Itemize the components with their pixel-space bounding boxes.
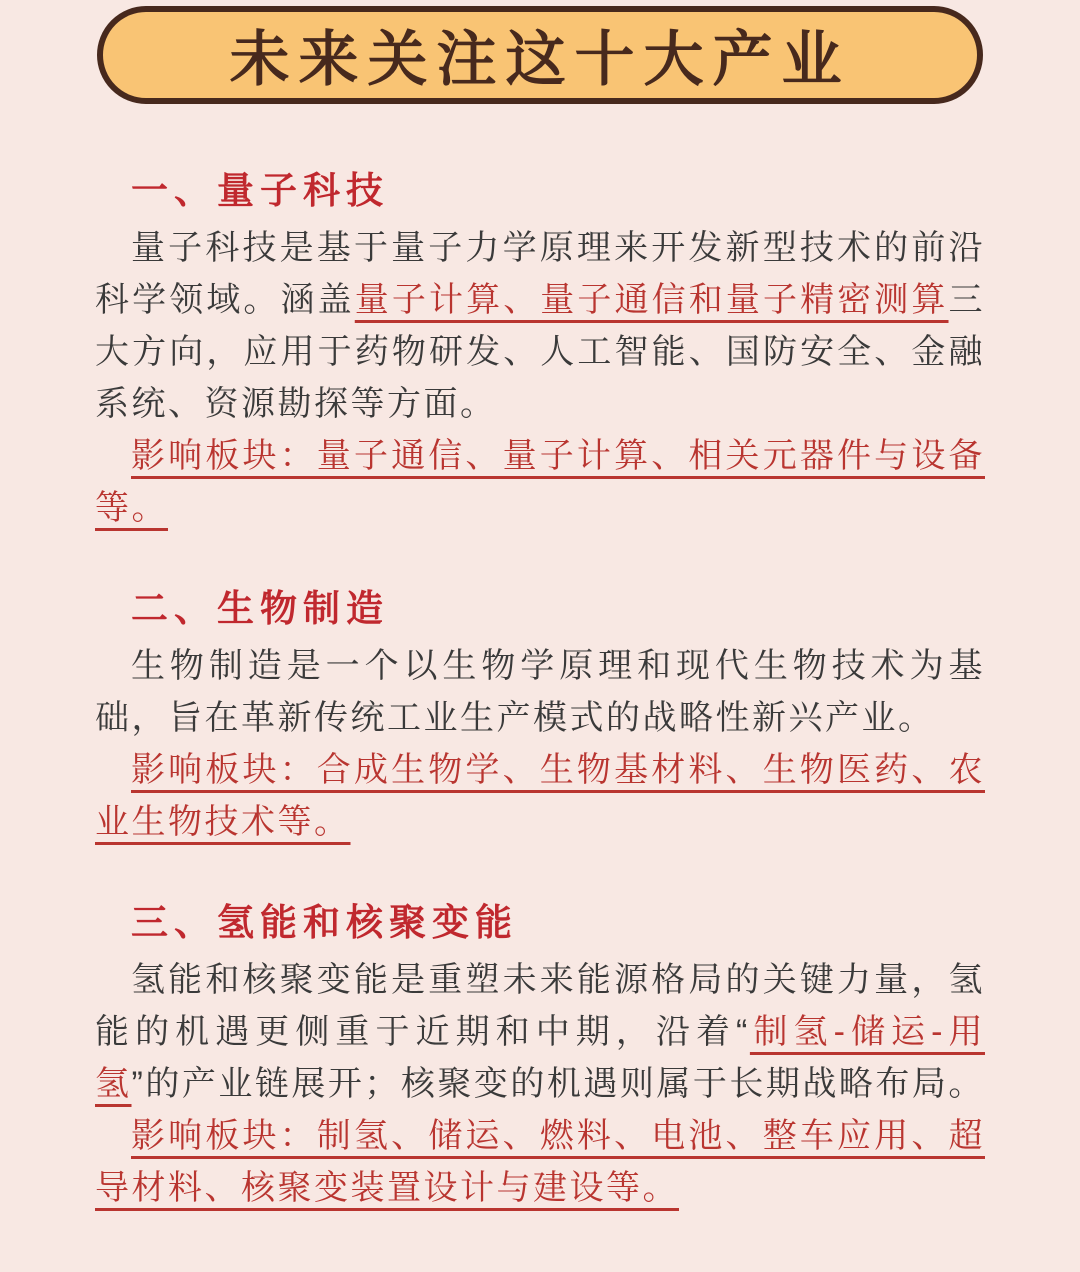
section-heading: 一、量子科技 [131, 170, 389, 211]
paragraph [95, 1110, 985, 1214]
page-title: 未来关注这十大产业 [229, 26, 851, 93]
highlighted-text: 影响板块：制氢、储运、燃料、电池、整车应用、超导材料、核聚变装置设计与建设等。 [95, 1117, 985, 1207]
paragraph [95, 222, 985, 430]
body-text: ”的产业链展开；核聚变的机遇则属于长期战略布局。 [131, 1065, 985, 1103]
paragraph [95, 640, 985, 744]
highlighted-text: 影响板块：合成生物学、生物基材料、生物医药、农业生物技术等。 [95, 751, 985, 841]
paragraph [95, 744, 985, 848]
industry-section [95, 586, 985, 848]
section-heading: 二、生物制造 [131, 588, 389, 629]
sections-container [0, 168, 1080, 1214]
section-heading: 三、氢能和核聚变能 [131, 902, 518, 943]
highlighted-text: 量子计算、量子通信和量子精密测算 [354, 281, 949, 319]
body-text: 生物制造是一个以生物学原理和现代生物技术为基础，旨在革新传统工业生产模式的战略性新兴产业。 [95, 647, 985, 737]
highlighted-text: 制氢-储运-用氢 [95, 1013, 985, 1103]
paragraph [95, 430, 985, 534]
industry-section [95, 168, 985, 534]
body-text: 氢能和核聚变能是重塑未来能源格局的关键力量，氢能的机遇更侧重于近期和中期，沿着“ [95, 961, 985, 1051]
body-text: 三大方向，应用于药物研发、人工智能、国防安全、金融系统、资源勘探等方面。 [95, 281, 986, 423]
paragraph [95, 954, 985, 1110]
highlighted-text: 影响板块：量子通信、量子计算、相关元器件与设备等。 [95, 437, 985, 527]
title-banner [97, 6, 983, 104]
body-text: 量子科技是基于量子力学原理来开发新型技术的前沿科学领域。涵盖 [95, 229, 985, 319]
industry-section [95, 900, 985, 1214]
